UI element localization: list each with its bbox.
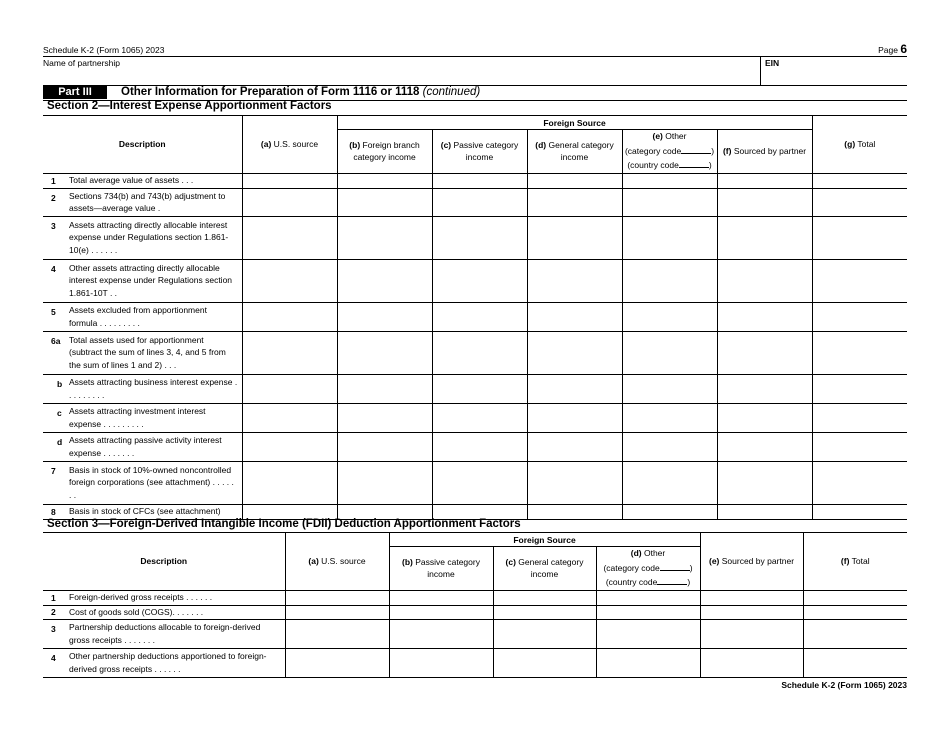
amount-input-cell[interactable] [242,302,337,331]
amount-input-cell[interactable] [527,432,622,461]
s3-col-a: (a) U.S. source [285,533,389,591]
line-number: 4 [51,652,56,663]
row-description [43,590,285,605]
s3-col-c: (c) General category income [493,547,596,591]
line-number: 7 [51,465,56,476]
table-row [43,302,907,331]
line-number: 3 [51,220,56,231]
form-name-footer: Schedule K-2 (Form 1065) 2023 [781,680,907,690]
amount-input-cell[interactable] [337,461,432,504]
ein-divider [760,56,761,86]
amount-input-cell[interactable] [622,403,717,432]
amount-input-cell[interactable] [493,590,596,605]
row-description [43,302,242,331]
s2-col-c: (c) Passive category income [432,130,527,174]
row-description [43,461,242,504]
s2-col-description: Description [43,116,242,174]
s2-col-f: (f) Sourced by partner [717,130,812,174]
amount-input-cell[interactable] [622,173,717,188]
amount-input-cell[interactable] [812,188,907,216]
amount-input-cell[interactable] [700,590,803,605]
amount-input-cell[interactable] [812,461,907,504]
amount-input-cell[interactable] [622,504,717,519]
line-label: Cost of goods sold (COGS). . . . . . . [69,606,204,617]
line-number: 1 [51,175,56,186]
table-row [43,605,907,619]
amount-input-cell[interactable] [700,648,803,677]
amount-input-cell[interactable] [337,403,432,432]
page-label: Page [878,45,898,55]
amount-input-cell[interactable] [242,331,337,374]
table-row [43,173,907,188]
amount-input-cell[interactable] [242,461,337,504]
line-number: 2 [51,192,56,203]
amount-input-cell[interactable] [242,173,337,188]
table-row [43,619,907,648]
table-row [43,432,907,461]
row-description [43,216,242,259]
amount-input-cell[interactable] [389,605,493,619]
amount-input-cell[interactable] [493,648,596,677]
table-row [43,216,907,259]
amount-input-cell[interactable] [717,216,812,259]
line-label: Other partnership deductions apportioned to foreign-derived gross receipts . . . . . . [69,651,267,674]
amount-input-cell[interactable] [242,188,337,216]
amount-input-cell[interactable] [622,374,717,403]
line-label: Basis in stock of CFCs (see attachment) [69,506,221,517]
line-number: 4 [51,263,56,274]
row-description [43,331,242,374]
amount-input-cell[interactable] [700,605,803,619]
line-label: Assets excluded from apportionment formula . . . . . . . . . [69,305,207,328]
table-row [43,331,907,374]
s3-d-country-code-field[interactable] [657,575,687,585]
amount-input-cell[interactable] [717,259,812,302]
ein-field[interactable] [765,68,905,84]
section2-title: Section 2—Interest Expense Apportionment Factors [47,100,332,112]
row-description [43,374,242,403]
amount-input-cell[interactable] [527,403,622,432]
amount-input-cell[interactable] [622,188,717,216]
ein-label: EIN [765,58,780,68]
row-description [43,173,242,188]
s3-col-e: (e) Sourced by partner [700,533,803,591]
amount-input-cell[interactable] [596,605,700,619]
line-number: 5 [51,306,56,317]
s2-foreign-source-header: Foreign Source [337,116,812,130]
amount-input-cell[interactable] [596,590,700,605]
header-rule [43,56,907,57]
row-description [43,605,285,619]
amount-input-cell[interactable] [803,590,907,605]
line-label: Total average value of assets . . . [69,175,194,186]
s3-col-f: (f) Total [803,533,907,591]
amount-input-cell[interactable] [493,605,596,619]
amount-input-cell[interactable] [717,374,812,403]
amount-input-cell[interactable] [527,331,622,374]
partnership-name-field[interactable] [43,68,757,84]
amount-input-cell[interactable] [432,302,527,331]
amount-input-cell[interactable] [337,173,432,188]
amount-input-cell[interactable] [432,461,527,504]
amount-input-cell[interactable] [717,188,812,216]
table-row [43,188,907,216]
amount-input-cell[interactable] [812,331,907,374]
amount-input-cell[interactable] [812,504,907,519]
table-row [43,504,907,519]
row-description [43,619,285,648]
amount-input-cell[interactable] [812,259,907,302]
amount-input-cell[interactable] [700,619,803,648]
amount-input-cell[interactable] [389,648,493,677]
page-indicator [878,42,907,56]
amount-input-cell[interactable] [432,216,527,259]
amount-input-cell[interactable] [717,403,812,432]
amount-input-cell[interactable] [337,374,432,403]
amount-input-cell[interactable] [812,432,907,461]
form-name-header: Schedule K-2 (Form 1065) 2023 [43,45,165,55]
amount-input-cell[interactable] [803,619,907,648]
table-row [43,461,907,504]
amount-input-cell[interactable] [717,173,812,188]
row-description [43,403,242,432]
amount-input-cell[interactable] [717,302,812,331]
s3-foreign-source-header: Foreign Source [389,533,700,547]
amount-input-cell[interactable] [337,504,432,519]
part-title [121,86,480,99]
section3-table [43,532,907,678]
amount-input-cell[interactable] [527,374,622,403]
line-number: 1 [51,592,56,603]
amount-input-cell[interactable] [337,302,432,331]
s2-col-b: (b) Foreign branch category income [337,130,432,174]
amount-input-cell[interactable] [717,504,812,519]
row-description [43,259,242,302]
partnership-name-label: Name of partnership [43,58,121,68]
amount-input-cell[interactable] [337,188,432,216]
section2-table [43,115,907,520]
line-label: Sections 734(b) and 743(b) adjustment to assets—average value . [69,190,226,213]
amount-input-cell[interactable] [803,605,907,619]
amount-input-cell[interactable] [527,504,622,519]
amount-input-cell[interactable] [432,374,527,403]
amount-input-cell[interactable] [527,259,622,302]
amount-input-cell[interactable] [242,374,337,403]
line-number: 6a [51,335,61,346]
part-title-text: Other Information for Preparation of Form 1116 or 1118 [121,86,420,98]
line-number: b [57,378,63,389]
s2-e-category-code-field[interactable] [681,144,711,154]
row-description [43,648,285,677]
line-label: Assets attracting passive activity interest expense . . . . . . . [69,435,222,458]
s3-col-b: (b) Passive category income [389,547,493,591]
amount-input-cell[interactable] [812,302,907,331]
amount-input-cell[interactable] [812,173,907,188]
amount-input-cell[interactable] [527,302,622,331]
line-label: Partnership deductions allocable to foreign-derived gross receipts . . . . . . . [69,622,261,645]
amount-input-cell[interactable] [527,173,622,188]
line-number: 8 [51,506,56,517]
amount-input-cell[interactable] [622,432,717,461]
amount-input-cell[interactable] [493,619,596,648]
line-number: 2 [51,606,56,617]
table-row [43,648,907,677]
amount-input-cell[interactable] [596,648,700,677]
section3-title: Section 3—Foreign-Derived Intangible Income (FDII) Deduction Apportionment Factors [47,518,521,530]
amount-input-cell[interactable] [337,331,432,374]
amount-input-cell[interactable] [803,648,907,677]
s2-col-d: (d) General category income [527,130,622,174]
row-description [43,504,242,519]
amount-input-cell[interactable] [242,259,337,302]
amount-input-cell[interactable] [717,432,812,461]
line-number: d [57,436,63,447]
s2-col-g: (g) Total [812,116,907,174]
s3-col-d: (d) Other (category code ) (country code ) [596,547,700,591]
line-label: Other assets attracting directly allocable interest expense under Regulations section 1.861-10T . . [69,262,233,298]
amount-input-cell[interactable] [242,504,337,519]
s2-e-country-code-field[interactable] [679,158,709,168]
part-label: Part III [43,86,107,99]
line-number: c [57,407,62,418]
amount-input-cell[interactable] [432,504,527,519]
amount-input-cell[interactable] [389,619,493,648]
table-row [43,259,907,302]
amount-input-cell[interactable] [527,461,622,504]
s2-col-a: (a) U.S. source [242,116,337,174]
s2-col-e: (e) Other (category code ) (country code ) [622,130,717,174]
line-label: Assets attracting directly allocable interest expense under Regulations section 1.861-10(e) . . . . . . [69,219,229,255]
amount-input-cell[interactable] [432,432,527,461]
amount-input-cell[interactable] [432,259,527,302]
amount-input-cell[interactable] [622,302,717,331]
amount-input-cell[interactable] [717,461,812,504]
amount-input-cell[interactable] [242,216,337,259]
amount-input-cell[interactable] [812,403,907,432]
amount-input-cell[interactable] [285,619,389,648]
line-label: Assets attracting business interest expense . . . . . . . . . [69,377,238,400]
s3-col-description: Description [43,533,285,591]
amount-input-cell[interactable] [812,216,907,259]
line-label: Assets attracting investment interest expense . . . . . . . . . [69,406,206,429]
part-continued: (continued) [422,86,481,98]
amount-input-cell[interactable] [389,590,493,605]
amount-input-cell[interactable] [432,188,527,216]
amount-input-cell[interactable] [622,461,717,504]
amount-input-cell[interactable] [285,605,389,619]
row-description [43,188,242,216]
page-number: 6 [900,42,907,56]
amount-input-cell[interactable] [596,619,700,648]
amount-input-cell[interactable] [337,432,432,461]
amount-input-cell[interactable] [717,331,812,374]
amount-input-cell[interactable] [285,590,389,605]
amount-input-cell[interactable] [622,331,717,374]
amount-input-cell[interactable] [432,403,527,432]
amount-input-cell[interactable] [622,216,717,259]
amount-input-cell[interactable] [242,432,337,461]
table-row [43,374,907,403]
row-description [43,432,242,461]
line-label: Total assets used for apportionment (subtract the sum of lines 3, 4, and 5 from the sum of lines 1 and 2) . . . [69,334,226,370]
amount-input-cell[interactable] [337,216,432,259]
amount-input-cell[interactable] [242,403,337,432]
amount-input-cell[interactable] [432,173,527,188]
s3-d-category-code-field[interactable] [660,561,690,571]
amount-input-cell[interactable] [622,259,717,302]
table-row [43,590,907,605]
amount-input-cell[interactable] [432,331,527,374]
line-number: 3 [51,623,56,634]
amount-input-cell[interactable] [527,188,622,216]
amount-input-cell[interactable] [285,648,389,677]
table-row [43,403,907,432]
amount-input-cell[interactable] [527,216,622,259]
amount-input-cell[interactable] [337,259,432,302]
amount-input-cell[interactable] [812,374,907,403]
line-label: Basis in stock of 10%-owned noncontrolled foreign corporations (see attachment) . . . . . . . [69,464,234,500]
line-label: Foreign-derived gross receipts . . . . . . [69,592,213,603]
